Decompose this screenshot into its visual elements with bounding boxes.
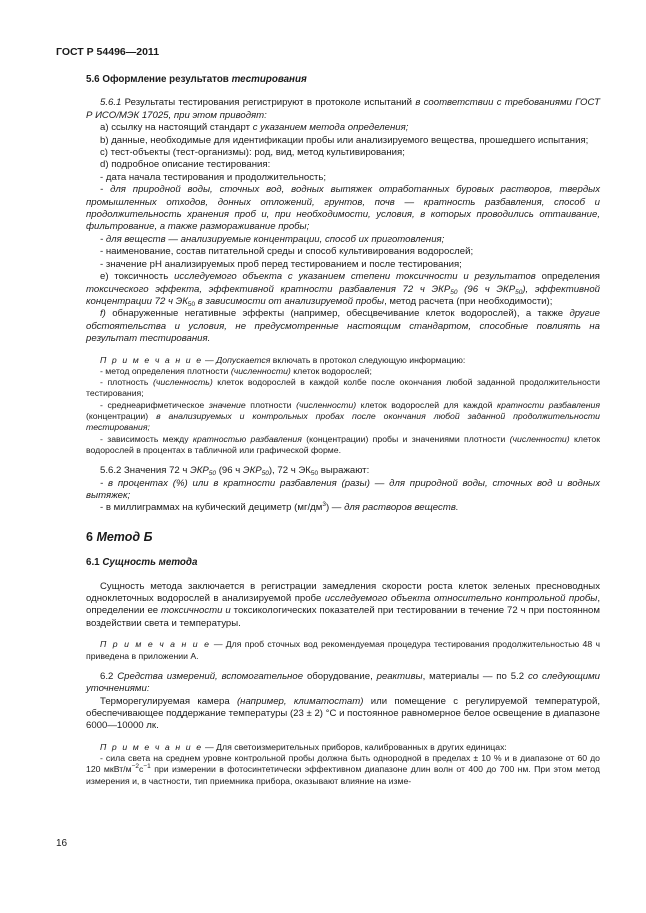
text-span: Результаты тестирования регистрируют в протоколе испытаний [121, 97, 416, 109]
italic-span: со следующими уточнениями: [86, 670, 600, 695]
text-span: Терморегулируемая камера [100, 695, 237, 707]
note-label: П р и м е ч а н и е [100, 639, 211, 650]
expression-item-1 [86, 478, 600, 503]
italic-span: в соответствии с требованиями ГОСТ Р ИСО/МЭК 17025, при этом приводят: [86, 97, 600, 121]
text-span: включать в протокол следующую информацию: [270, 354, 466, 365]
note-intro [86, 742, 600, 753]
standard-header: ГОСТ Р 54496—2011 [56, 46, 160, 58]
text-span: ) — [325, 502, 345, 514]
page-content [86, 74, 600, 787]
list-item-d-1: - дата начала тестирования и продолжительность; [100, 171, 327, 183]
expression-item-2 [86, 502, 600, 514]
italic-span: Средства измерений, вспомогательное [117, 670, 304, 682]
italic-span: - для природной воды, сточных вод, водных вытяжек отработанных буровых растворов, твердых промышленных отходов, донных отложений, грунтов, почв — кратность разбавления, способ и продолжительность хранения проб и, при необходимости, условия, в которых проводились оттаивание, фильтрование, а также размораживание пробы; [86, 184, 600, 233]
text-span: , материалы — по 5.2 [422, 670, 528, 682]
list-item-d-3 [86, 234, 600, 246]
list-item-b: b) данные, необходимые для идентификации пробы или анализируемого вещества, прошедшего испытания; [100, 134, 589, 146]
text-span: при измерении в фотосинтетически эффективном диапазоне длин волн от 400 до 700 нм. При этом метод измерения и, в частности, тип приемника прибора, оказывают влияние на изме- [86, 764, 600, 786]
text-span: е) токсичность [100, 271, 175, 283]
text-span: плотности [245, 399, 297, 410]
text-span: (концентрации) пробы и значениями плотности [301, 433, 510, 444]
note-intro [86, 355, 600, 366]
subscript: 50 [450, 288, 458, 296]
subscript: 50 [515, 288, 523, 296]
text-span: с [139, 764, 144, 775]
text-span: — Для проб сточных вод рекомендуемая процедура тестирования продолжительностью 48 ч приведена в приложении А. [86, 639, 600, 661]
italic-span: другие обстоятельства и условия, не предусмотренные настоящим стандартом, способные повлиять на результат тестирования. [86, 308, 600, 345]
text-span: — [202, 354, 217, 365]
italic-span: ЭКР [190, 465, 209, 477]
italic-span: (численности) [296, 399, 357, 410]
paragraph-6-2 [86, 671, 600, 696]
italic-span: исследуемого объекта с указанием степени токсичности и результатов [174, 271, 536, 283]
text-span: - в миллиграммах на кубический дециметр (мг/дм [100, 502, 323, 514]
heading-italic-text: Сущность метода [102, 557, 198, 569]
italic-span: ), эффективной концентрации 72 ч ЭК [86, 283, 601, 307]
text-span: , метод расчета (при необходимости); [384, 295, 553, 307]
italic-span: токсического эффекта, эффективной кратности разбавления 72 ч ЭКР [86, 283, 451, 295]
superscript: −1 [143, 763, 151, 771]
italic-span: f) [100, 308, 106, 320]
note-item-2 [86, 377, 600, 400]
note-6-1 [86, 639, 600, 662]
italic-span: токсичности и [161, 605, 231, 617]
italic-span: для растворов веществ. [344, 502, 459, 514]
text-span: - сила света на среднем уровне контрольной пробы должна быть однородной в пределах ± 10 % и в диапазоне от 60 до 120 мкВт/м [86, 753, 600, 775]
section-5-6-heading [86, 74, 600, 86]
text-span: - плотность [100, 377, 153, 388]
clause-number: 5.6.1 [100, 97, 122, 109]
italic-span: в анализируемых и контрольных пробах после окончания любой заданной продолжительности тестирования; [86, 411, 600, 433]
superscript: −2 [131, 763, 139, 771]
list-item-a [86, 122, 600, 134]
text-span: обнаруженные негативные эффекты (например, обесцвечивание клеток водорослей), а также [105, 308, 570, 320]
italic-span: кратностью разбавления [192, 433, 302, 444]
text-span: 6.2 [100, 670, 118, 682]
italic-span: (96 ч ЭКР [457, 283, 516, 295]
note-item-1 [86, 753, 600, 787]
section-6-heading [86, 531, 600, 543]
italic-span: - в процентах (%) или в кратности разбавления (разы) — для природной воды, сточных вод и водных вытяжек; [86, 477, 600, 502]
text-span: - зависимость между [100, 433, 193, 444]
paragraph-5-6-1 [86, 97, 600, 122]
note-label: П р и м е ч а н и е [100, 354, 203, 365]
list-item-d-4: - наименование, состав питательной среды и способ культивирования водорослей; [100, 246, 474, 258]
list-item-d-2 [86, 184, 600, 234]
list-item-d: d) подробное описание тестирования: [100, 159, 271, 171]
text-span: — Для светоизмерительных приборов, калиброванных в других единицах: [202, 741, 507, 752]
heading-text: 5.6 Оформление результатов [86, 74, 232, 85]
text-span: 5.6.2 Значения 72 ч [100, 465, 191, 477]
paragraph-chamber [86, 696, 600, 733]
text-span: Сущность метода заключается в регистрации замедления скорости роста клеток зеленых пресноводных одноклеточных водорослей в анализируемой пробе [86, 580, 600, 605]
heading-text: 6 [86, 529, 97, 544]
note-block-2 [86, 742, 600, 787]
italic-span: в зависимости от анализируемой пробы [195, 295, 385, 307]
subscript: 50 [187, 300, 196, 308]
list-item-c: с) тест-объекты (тест-организмы): род, вид, метод культивирования; [100, 147, 405, 159]
italic-span: - для веществ — анализируемые концентрации, способ их приготовления; [100, 233, 445, 245]
text-span: или помещение с регулируемой температурой, обеспечивающее поддержание температуры (23 ± 2) °С и постоянное равномерное белое освещение в диапазоне 6000—10000 лк. [86, 695, 600, 732]
text-span: , определении ее [86, 593, 601, 617]
heading-italic-text: тестирования [231, 74, 307, 85]
paragraph-5-6-2 [86, 465, 600, 477]
italic-span: (численности) [509, 433, 570, 444]
subscript: 50 [261, 470, 269, 478]
italic-span: (численность) [152, 377, 213, 388]
note-block-1 [86, 355, 600, 457]
section-6-1-heading [86, 557, 600, 569]
text-span: (концентрации) [86, 411, 157, 422]
italic-span: значение [208, 399, 246, 410]
text-span: - среднеарифметическое [100, 399, 209, 410]
text-span: токсикологических показателей при тестировании в течение 72 ч при постоянном воздействии света и температуры. [86, 605, 600, 629]
paragraph-6-1 [86, 581, 600, 631]
italic-span: Допускается [216, 354, 271, 365]
note-label: П р и м е ч а н и е [100, 741, 203, 752]
text-span: ), 72 ч ЭК [268, 465, 311, 477]
page-number: 16 [56, 838, 68, 849]
italic-span: ЭКР [242, 465, 262, 477]
italic-span: (численности) [230, 365, 291, 376]
text-span: клеток водорослей в каждой колбе после окончания любой заданной продолжительности тестирования; [86, 377, 600, 399]
subscript: 50 [310, 470, 319, 478]
text-span: клеток водорослей; [290, 365, 372, 376]
list-item-e [86, 271, 600, 308]
text-span: клеток водорослей для каждой [356, 399, 498, 410]
italic-span: исследуемого объекта относительно контрольной пробы [324, 593, 598, 605]
list-item-f [86, 308, 600, 345]
note-item-1 [86, 366, 600, 377]
italic-span: (например, климатостат) [236, 695, 364, 707]
text-span: определения [535, 271, 601, 283]
heading-italic-text: Метод Б [96, 529, 153, 544]
note-item-3 [86, 400, 600, 434]
superscript: 3 [322, 501, 326, 509]
text-span: клеток водорослей в процентах в табличной или графической форме. [86, 433, 600, 455]
text-span: - метод определения плотности [100, 365, 231, 376]
subscript: 50 [208, 470, 217, 478]
text-span: а) ссылку на настоящий стандарт [100, 122, 253, 134]
italic-span: кратности разбавления [497, 399, 600, 410]
heading-text: 6.1 [86, 557, 103, 569]
list-item-d-5: - значение рН анализируемых проб перед тестированием и после тестирования; [100, 258, 462, 270]
note-item-4 [86, 434, 600, 457]
text-span: оборудование, [303, 670, 377, 682]
text-span: (96 ч [216, 465, 243, 477]
text-span: выражают: [318, 465, 370, 477]
italic-span: реактивы [376, 670, 423, 682]
italic-span: с указанием метода определения; [252, 122, 409, 134]
